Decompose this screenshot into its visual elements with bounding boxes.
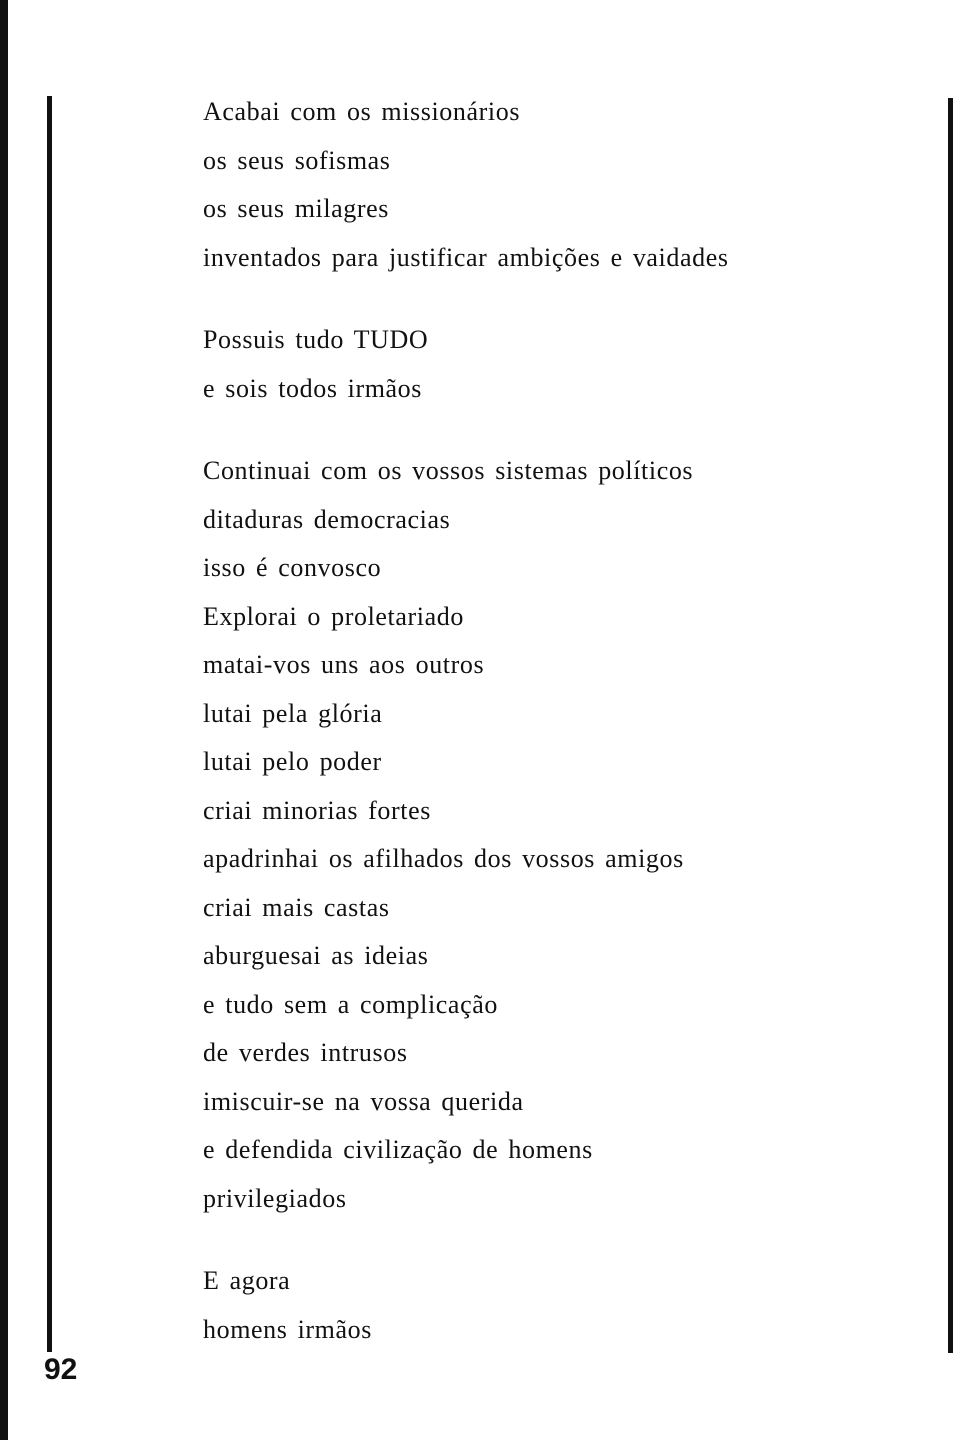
- verse-line: imiscuir-se na vossa querida: [203, 1086, 524, 1116]
- verse-line: lutai pelo poder: [203, 747, 382, 776]
- verse-line: homens irmãos: [203, 1314, 372, 1344]
- page-number: 92: [44, 1353, 78, 1386]
- left-margin-rule: [47, 96, 52, 1352]
- verse-line: criai minorias fortes: [203, 795, 431, 825]
- verse-line: de verdes intrusos: [203, 1038, 408, 1067]
- verse-line: os seus milagres: [203, 194, 390, 223]
- verse-line: e sois todos irmãos: [203, 373, 423, 403]
- verse-line: Continuai com os vossos sistemas políticos: [203, 456, 694, 485]
- verse-line: os seus sofismas: [203, 145, 391, 175]
- verse-line: matai-vos uns aos outros: [203, 650, 485, 679]
- verse-line: Acabai com os missionários: [203, 97, 521, 126]
- stanza-3: [203, 447, 923, 1223]
- right-margin-rule: [948, 98, 953, 1353]
- verse-line: Explorai o proletariado: [203, 601, 464, 631]
- stanza-4: [203, 1257, 923, 1354]
- verse-line: criai mais castas: [203, 892, 390, 922]
- verse-line: e defendida civilização de homens: [203, 1135, 593, 1164]
- stanza-1: [203, 88, 923, 282]
- verse-line: ditaduras democracias: [203, 504, 451, 534]
- verse-line: E agora: [203, 1266, 291, 1295]
- page-edge-bar: [0, 0, 8, 1440]
- verse-line: e tudo sem a complicação: [203, 989, 498, 1019]
- verse-line: inventados para justificar ambições e vaidades: [203, 242, 729, 272]
- verse-line: aburguesai as ideias: [203, 941, 429, 970]
- stanza-2: [203, 316, 923, 413]
- poem-body: [203, 88, 923, 1354]
- verse-line: isso é convosco: [203, 553, 382, 582]
- verse-line: lutai pela glória: [203, 698, 383, 728]
- verse-line: Possuis tudo TUDO: [203, 325, 429, 354]
- verse-line: apadrinhai os afilhados dos vossos amigos: [203, 844, 684, 873]
- verse-line: privilegiados: [203, 1183, 347, 1213]
